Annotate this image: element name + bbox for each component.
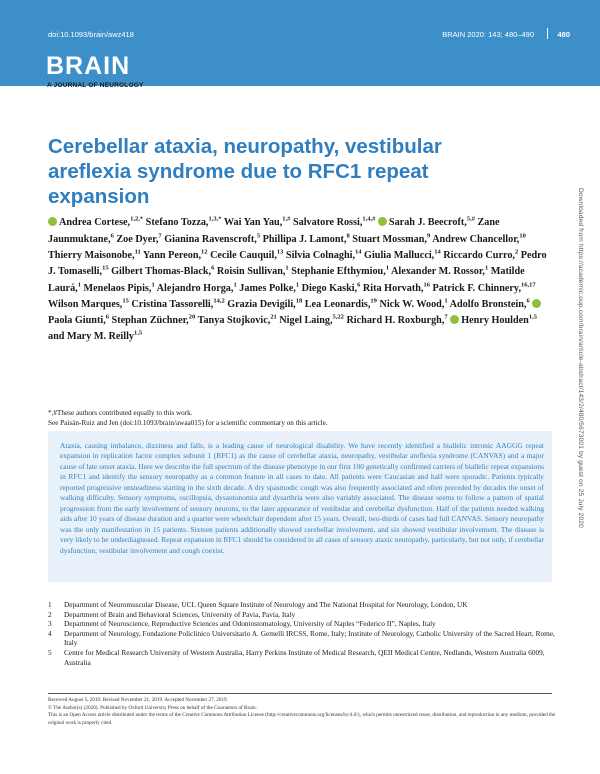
author-affiliation-marker: 14 <box>355 248 362 256</box>
author-affiliation-marker: 6 <box>526 297 530 305</box>
doi-label[interactable]: doi:10.1093/brain/awz418 <box>48 30 134 39</box>
author-name-text: Wilson Marques, <box>48 298 123 310</box>
author-name <box>227 299 302 310</box>
download-watermark: Downloaded from https://academic.oup.com/brain/article-abstract/143/2/480/5673001 by guest on 25 July 2020 <box>577 188 584 528</box>
affiliation-text: Department of Neuromuscular Disease, UCL Queen Square Institute of Neurology and The National Hospital for Neurology, London, UK <box>64 600 468 609</box>
author-name <box>364 250 441 261</box>
author-name-text: Gianina Ravenscroft, <box>164 233 257 245</box>
author-name <box>48 250 141 261</box>
author-affiliation-marker: 20 <box>188 313 196 321</box>
author-name-text: Giulia Mallucci, <box>364 249 435 261</box>
author-affiliation-marker: 1 <box>444 297 448 305</box>
orcid-icon[interactable] <box>48 217 57 226</box>
author-affiliation-marker: 5,22 <box>332 313 344 321</box>
author-affiliation-marker: 1,5 <box>134 330 143 338</box>
author-affiliation-marker: 1 <box>77 281 81 289</box>
author-affiliation-marker: 11 <box>134 248 141 256</box>
author-name-text: Nick W. Wood, <box>379 298 445 310</box>
author-name <box>450 299 530 310</box>
author-affiliation-marker: 1,# <box>282 216 291 223</box>
author-name <box>432 234 526 245</box>
footer-dates: Received August 5, 2019. Revised November 21, 2019. Accepted November 27, 2019. <box>48 697 228 703</box>
author-name-text: Stephanie Efthymiou, <box>291 266 386 278</box>
author-name-text: Phillipa J. Lamont, <box>262 233 347 245</box>
author-affiliation-marker: 7 <box>444 313 448 321</box>
author-affiliation-marker: 16,17 <box>521 281 536 289</box>
author-affiliation-marker: 14 <box>434 248 441 256</box>
author-name-text: Zoe Dyer, <box>116 233 159 245</box>
author-name-text: Yann Pereon, <box>142 249 202 261</box>
journal-logo: BRAIN <box>46 52 131 80</box>
author-name <box>450 315 537 326</box>
author-name <box>346 315 447 326</box>
author-affiliation-marker: 15 <box>122 297 129 305</box>
author-name-text: Sarah J. Beecroft, <box>388 217 467 229</box>
author-name-text: Richard H. Roxburgh, <box>346 315 445 327</box>
author-affiliation-marker: 19 <box>370 297 377 305</box>
author-name <box>378 217 475 228</box>
affiliation-text: Department of Brain and Behavioral Sciences, University of Pavia, Pavia, Italy <box>64 609 296 619</box>
author-affiliation-marker: 14,2 <box>213 297 225 305</box>
author-affiliation-marker: 1,3,* <box>208 216 222 223</box>
author-name-text: and Mary M. Reilly <box>48 331 135 343</box>
author-affiliation-marker: 2 <box>514 248 519 256</box>
author-name-text: Roisin Sullivan, <box>216 266 286 278</box>
author-affiliation-marker: 1 <box>285 264 289 272</box>
author-name <box>291 266 389 277</box>
affiliation-text: Centre for Medical Research University of Western Australia, Harry Perkins Institute of Medical Research, QEII Medical Centre, Nedlands, Western Australia 6009, Australia <box>64 647 545 667</box>
author-name <box>146 217 222 228</box>
author-name <box>279 315 344 326</box>
author-name <box>305 299 377 310</box>
author-name-text: Tanya Stojkovic, <box>197 315 271 327</box>
author-affiliation-marker: 15 <box>102 264 109 272</box>
author-name-text: Riccardo Curro, <box>443 249 515 261</box>
author-name <box>157 283 237 294</box>
abstract-text: Ataxia, causing imbalance, dizziness and falls, is a leading cause of neurological disability. We have recently identified a biallelic intronic AAGGG repeat expansion in replication factor complex subunit 1 (RFC1) as the cause of cerebellar ataxia, neuropathy, vestibular areflexia syndrome (CANVAS) and a major cause of late onset ataxia. Here we describe the full spectrum of the disease phenotype in our first 100 genetically confirmed carriers of biallelic repeat expansions in RFC1 and identify the sensory neuropathy as a common feature in all cases to date. All patients were Caucasian and half were sporadic. Patients typically reported progressive unsteadiness starting in the sixth decade. A dry spasmodic cough was also frequently associated and often preceded by decades the onset of walking difficulty. Sensory symptoms, oscillopsia, dysautonomia and dysarthria were also variably associated. The disease seems to follow a pattern of spatial progression from the early involvement of sensory neurons, to the later appearance of vestibular and cerebellar dysfunction. Half of the patients needed walking aids after 10 years of disease duration and a quarter were wheelchair dependent after 15 years. Overall, two-thirds of cases had full CANVAS. Sensory neuropathy was the only manifestation in 15 patients. Sixteen patients additionally showed cerebellar involvement, and six showed vestibular involvement. The disease is very likely to be underdiagnosed. Repeat expansion in RFC1 should be considered in all cases of sensory ataxic neuropathy, particularly, but not only, if cerebellar dysfunction, vestibular involvement and cough coexist. <box>60 441 544 555</box>
author-name <box>433 283 536 294</box>
footer-license[interactable]: This is an Open Access article distributed under the terms of the Creative Commons Attribution License (http://creativecommons.org/licenses/by/4.0/), which permits unrestricted reuse, distribution, and reproduction in any medium, provided the original work is properly cited. <box>48 712 556 726</box>
author-affiliation-marker: 1 <box>233 281 237 289</box>
author-name-text: Zane Jaunmuktane, <box>48 217 500 245</box>
commentary-note[interactable]: See Paisán-Ruiz and Jen (doi:10.1093/brain/awaa015) for a scientific commentary on this article. <box>48 419 328 427</box>
author-affiliation-marker: 5 <box>256 232 261 240</box>
article-title: Cerebellar ataxia, neuropathy, vestibular areflexia syndrome due to RFC1 repeat expansion <box>48 135 442 208</box>
author-name <box>48 331 142 342</box>
author-affiliation-marker: 1 <box>385 264 390 272</box>
author-name <box>239 283 299 294</box>
author-name-text: Menelaos Pipis, <box>83 282 152 294</box>
header-divider <box>547 28 548 39</box>
author-affiliation-marker: 5,# <box>466 216 475 223</box>
author-affiliation-marker: 8 <box>346 232 350 240</box>
author-name <box>443 250 518 261</box>
affiliation-number: 1 <box>48 600 52 609</box>
page-number: 480 <box>557 30 570 39</box>
author-notes <box>48 408 548 428</box>
author-name-text: Cecile Cauquil, <box>210 249 277 261</box>
footer-rule <box>48 693 552 694</box>
author-name <box>217 266 289 277</box>
author-name <box>263 234 350 245</box>
author-name <box>116 234 161 245</box>
affiliation-item <box>48 610 558 620</box>
affiliation-item <box>48 600 558 610</box>
affiliation-number: 2 <box>48 609 52 619</box>
orcid-icon[interactable] <box>378 217 387 226</box>
author-name-text: Matilde Laurá, <box>48 266 525 294</box>
author-name <box>286 250 362 261</box>
author-affiliation-marker: 10 <box>519 232 526 240</box>
author-affiliation-marker: 13 <box>276 248 284 256</box>
author-name <box>379 299 447 310</box>
author-name <box>210 250 283 261</box>
author-name <box>302 283 361 294</box>
author-affiliation-marker: 1,2,* <box>130 216 144 223</box>
author-name <box>164 234 260 245</box>
affiliation-text: Department of Neurology, Fondazione Policlinico Universitario A. Gemelli IRCSS, Rome, Italy; Institute of Neurology, Catholic University of the Sacred Heart, Rome, Italy <box>64 628 555 648</box>
citation-label: BRAIN 2020: 143; 480–490 <box>442 30 534 39</box>
author-name <box>112 315 196 326</box>
author-name <box>143 250 208 261</box>
author-name-text: Nigel Laing, <box>279 315 333 327</box>
author-affiliation-marker: 6 <box>211 264 215 272</box>
author-name-text: Stuart Mossman, <box>352 233 427 245</box>
affiliation-item <box>48 629 558 648</box>
author-name <box>48 299 129 310</box>
author-name-text: Alejandro Horga, <box>156 282 234 294</box>
author-affiliation-marker: 9 <box>426 232 431 240</box>
author-affiliation-marker: 6 <box>110 232 114 240</box>
author-name <box>293 217 375 228</box>
author-name-text: Silvia Colnaghi, <box>285 249 355 261</box>
author-name <box>84 283 155 294</box>
author-name-text: Alexander M. Rossor, <box>391 266 485 278</box>
author-affiliation-marker: 16 <box>423 281 430 289</box>
author-name-text: Thierry Maisonobe, <box>48 249 135 261</box>
author-name-text: Gilbert Thomas-Black, <box>111 266 212 278</box>
author-name <box>391 266 488 277</box>
equal-contribution-note: *,#These authors contributed equally to this work. <box>48 409 193 417</box>
author-name-text: Grazia Devigili, <box>227 298 296 310</box>
author-list <box>48 214 548 344</box>
author-affiliation-marker: 6 <box>105 313 109 321</box>
author-name <box>111 266 214 277</box>
author-affiliation-marker: 1 <box>151 281 155 289</box>
author-name-text: Adolfo Bronstein, <box>449 298 527 310</box>
author-name-text: Paola Giunti, <box>48 315 106 327</box>
journal-subtitle: A JOURNAL OF NEUROLOGY <box>47 82 144 89</box>
author-affiliation-marker: 1 <box>295 281 300 289</box>
author-name-text: Stephan Züchner, <box>111 315 189 327</box>
author-affiliation-marker: 18 <box>295 297 303 305</box>
author-name-text: Stefano Tozza, <box>145 217 209 229</box>
author-name-text: Pedro J. Tomaselli, <box>48 249 547 278</box>
author-affiliation-marker: 6 <box>357 281 361 289</box>
author-name-text: Cristina Tassorelli, <box>131 298 214 310</box>
author-name-text: James Polke, <box>239 282 296 294</box>
orcid-icon[interactable] <box>532 299 541 308</box>
author-name <box>198 315 277 326</box>
footer-copyright: © The Author(s) (2020). Published by Oxford University Press on behalf of the Guarantors of Brain. <box>48 704 257 711</box>
affiliation-number: 3 <box>48 619 52 629</box>
author-name-text: Andrea Cortese, <box>59 217 131 229</box>
author-name-text: Salvatore Rossi, <box>292 217 363 229</box>
author-name <box>131 299 224 310</box>
footer <box>48 697 558 727</box>
author-name <box>352 234 430 245</box>
affiliation-number: 4 <box>48 628 52 638</box>
author-name <box>224 217 291 228</box>
affiliation-text: Department of Neuroscience, Reproductive Sciences and Odontostomatology, University of Naples “Federico II”, Naples, Italy <box>64 619 436 629</box>
author-name-text: Henry Houlden <box>461 315 529 327</box>
author-affiliation-marker: 7 <box>158 232 162 240</box>
author-name-text: Wai Yan Yau, <box>223 217 283 229</box>
author-affiliation-marker: 1,5 <box>528 313 537 321</box>
author-name-text: Diego Kaski, <box>301 282 358 294</box>
author-name <box>363 283 430 294</box>
abstract-box <box>48 431 552 582</box>
orcid-icon[interactable] <box>450 315 459 324</box>
author-name-text: Andrew Chancellor, <box>432 233 520 245</box>
affiliation-list <box>48 600 558 667</box>
author-name <box>48 217 143 228</box>
affiliation-item <box>48 619 558 629</box>
author-name-text: Patrick F. Chinnery, <box>432 282 522 294</box>
author-name-text: Rita Horvath, <box>362 282 424 294</box>
author-affiliation-marker: 1,4,# <box>362 216 376 223</box>
affiliation-item <box>48 648 558 667</box>
author-affiliation-marker: 21 <box>270 313 277 321</box>
author-affiliation-marker: 1 <box>484 264 489 272</box>
author-name-text: Lea Leonardis, <box>304 298 371 310</box>
affiliation-number: 5 <box>48 647 52 657</box>
author-affiliation-marker: 12 <box>201 248 208 256</box>
